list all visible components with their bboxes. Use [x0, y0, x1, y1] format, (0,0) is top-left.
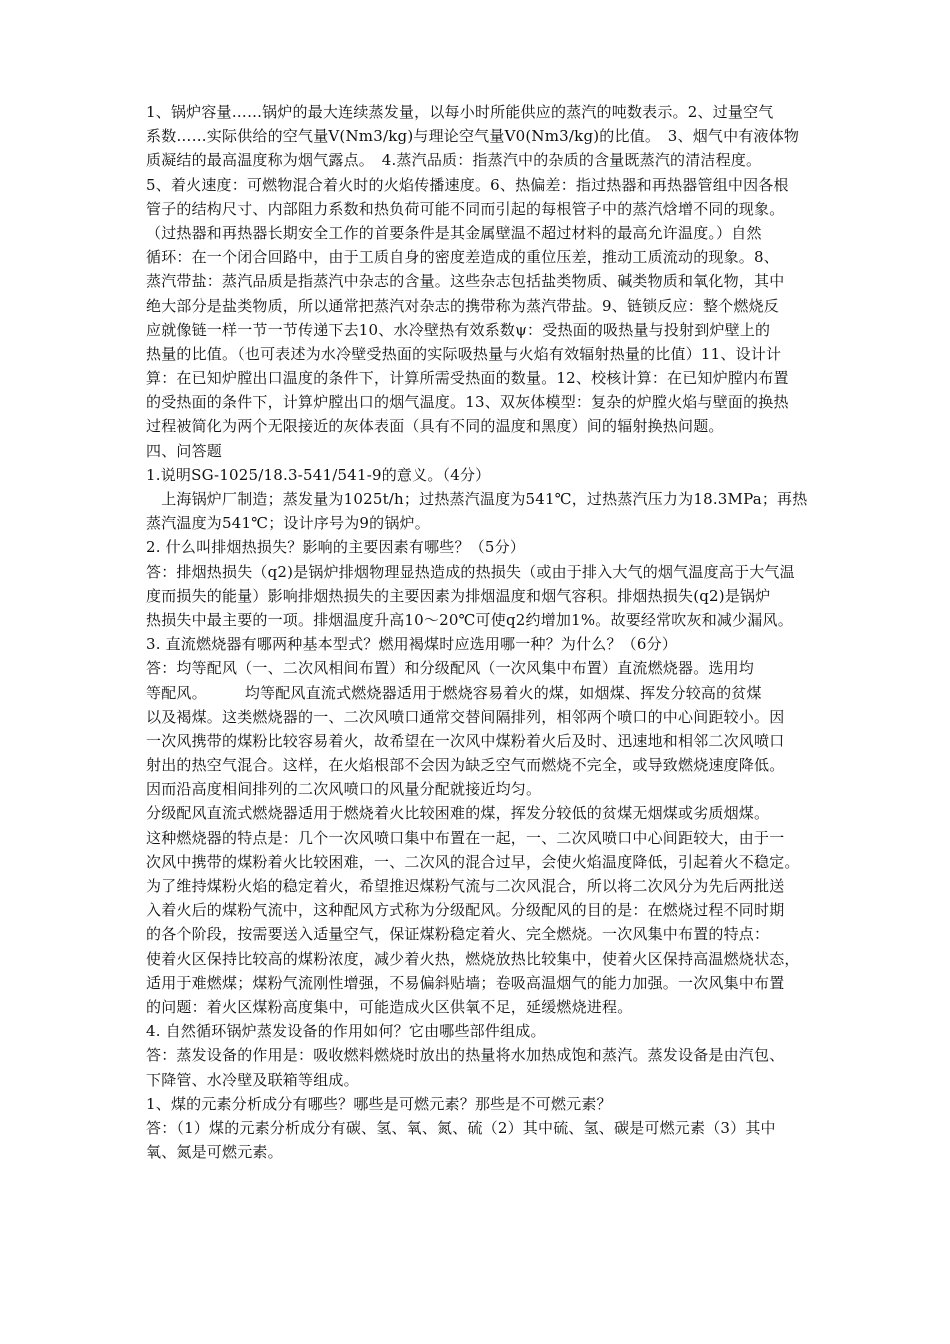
text-line: 入着火后的煤粉气流中，这种配风方式称为分级配风。分级配风的目的是：在燃烧过程不同时期 [146, 901, 785, 920]
text-line: 过程被简化为两个无限接近的灰体表面（具有不同的温度和黑度）间的辐射换热问题。 [146, 417, 724, 436]
text-line: 循环：在一个闭合回路中，由于工质自身的密度差造成的重位压差，推动工质流动的现象。8、 [146, 248, 779, 267]
text-line: 下降管、水冷壁及联箱等组成。 [146, 1070, 359, 1089]
question-heading: 1.说明SG-1025/18.3-541/541-9的意义。（4分） [146, 465, 491, 484]
text-line: 答：排烟热损失（q2)是锅炉排烟物理显热造成的热损失（或由于排入大气的烟气温度高于大气温 [146, 562, 795, 581]
text-line: 绝大部分是盐类物质，所以通常把蒸汽对杂志的携带称为蒸汽带盐。9、链锁反应：整个燃烧反 [146, 296, 779, 315]
text-line: 答：（1）煤的元素分析成分有碳、氢、氧、氮、硫（2）其中硫、氢、碳是可燃元素（3）其中 [146, 1118, 776, 1137]
text-line: 次风中携带的煤粉着火比较困难，一、二次风的混合过早，会使火焰温度降低，引起着火不稳定。 [146, 852, 800, 871]
text-line: 答：均等配风（一、二次风相间布置）和分级配风（一次风集中布置）直流燃烧器。选用均 [146, 659, 755, 678]
text-line: 分级配风直流式燃烧器适用于燃烧着火比较困难的煤，挥发分较低的贫煤无烟煤或劣质烟煤。 [146, 804, 770, 823]
text-line: 氧、氮是可燃元素。 [146, 1143, 283, 1162]
text-line: 一次风携带的煤粉比较容易着火，故希望在一次风中煤粉着火后及时、迅速地和相邻二次风喷口 [146, 731, 785, 750]
text-line: 热损失中最主要的一项。排烟温度升高10～20℃可使q2约增加1%。故要经常吹灰和减少漏风。 [146, 610, 793, 629]
text-line: 为了维持煤粉火焰的稳定着火，希望推迟煤粉气流与二次风混合，所以将二次风分为先后两批送 [146, 877, 785, 895]
text-line: 使着火区保持比较高的煤粉浓度，减少着火热，燃烧放热比较集中，使着火区保持高温燃烧状态， [146, 949, 800, 968]
text-line: 管子的结构尺寸、内部阻力系数和热负荷可能不同而引起的每根管子中的蒸汽焓增不同的现象。 [146, 199, 785, 218]
text-line: 的各个阶段，按需要送入适量空气，保证煤粉稳定着火、完全燃烧。一次风集中布置的特点： [146, 925, 770, 944]
question-heading: 3. 直流燃烧器有哪两种基本型式？燃用褐煤时应选用哪一种？为什么？（6分） [146, 635, 678, 654]
section-heading: 四、问答题 [146, 441, 223, 460]
text-line: 热量的比值。（也可表述为水冷壁受热面的实际吸热量与火焰有效辐射热量的比值）11、设计计 [146, 344, 782, 363]
text-line: 5、着火速度：可燃物混合着火时的火焰传播速度。6、热偏差：指过热器和再热器管组中因各根 [146, 175, 789, 194]
text-line: 答：蒸发设备的作用是：吸收燃料燃烧时放出的热量将水加热成饱和蒸汽。蒸发设备是由汽包、 [146, 1046, 785, 1065]
text-line: 蒸汽温度为541℃；设计序号为9的锅炉。 [146, 514, 430, 533]
text-line: 适用于难燃煤；煤粉气流刚性增强，不易偏斜贴墙；卷吸高温烟气的能力加强。一次风集中布置 [146, 973, 785, 992]
text-line: （过热器和再热器长期安全工作的首要条件是其金属壁温不超过材料的最高允许温度。）自然 [146, 223, 762, 242]
text-line: 质凝结的最高温度称为烟气露点。 4.蒸汽品质：指蒸汽中的杂质的含量既蒸汽的清洁程度。 [146, 151, 762, 170]
text-line: 上海锅炉厂制造；蒸发量为1025t/h；过热蒸汽温度为541℃，过热蒸汽压力为18.3MPa；再热 [146, 490, 808, 508]
question-heading: 2. 什么叫排烟热损失？影响的主要因素有哪些？（5分） [146, 538, 526, 557]
text-line: 算：在已知炉膛出口温度的条件下，计算所需受热面的数量。12、校核计算：在已知炉膛内布置 [146, 369, 789, 388]
text-line: 的问题：着火区煤粉高度集中，可能造成火区供氧不足，延缓燃烧进程。 [146, 997, 633, 1016]
text-line: 应就像链一样一节一节传递下去10、水冷壁热有效系数ψ：受热面的吸热量与投射到炉壁上的 [146, 320, 771, 339]
document-page [146, 100, 858, 1164]
text-line: 度而损失的能量）影响排烟热损失的主要因素为排烟温度和烟气容积。排烟热损失(q2)是锅炉 [146, 586, 771, 605]
text-line: 的受热面的条件下，计算炉膛出口的烟气温度。13、双灰体模型：复杂的炉膛火焰与壁面的换热 [146, 393, 789, 412]
text-line: 这种燃烧器的特点是：几个一次风喷口集中布置在一起，一、二次风喷口中心间距较大，由于一 [146, 828, 785, 847]
text-line: 射出的热空气混合。这样，在火焰根部不会因为缺乏空气而燃烧不完全，或导致燃烧速度降低。 [146, 756, 785, 775]
text-line: 因而沿高度相间排列的二次风喷口的风量分配就接近均匀。 [146, 780, 542, 799]
text-line: 系数……实际供给的空气量V(Nm3/kg)与理论空气量V0(Nm3/kg)的比值。 3、烟气中有液体物 [146, 127, 800, 146]
text-line: 以及褐煤。这类燃烧器的一、二次风喷口通常交替间隔排列，相邻两个喷口的中心间距较小。因 [146, 707, 785, 726]
question-heading: 4. 自然循环锅炉蒸发设备的作用如何？它由哪些部件组成。 [146, 1022, 546, 1041]
question-heading: 1、煤的元素分析成分有哪些？哪些是可燃元素？那些是不可燃元素？ [146, 1094, 612, 1113]
text-line: 1、锅炉容量……锅炉的最大连续蒸发量，以每小时所能供应的蒸汽的吨数表示。2、过量空气 [146, 103, 774, 121]
text-line: 等配风。 均等配风直流式燃烧器适用于燃烧容易着火的煤，如烟煤、挥发分较高的贫煤 [146, 683, 762, 702]
text-line: 蒸汽带盐：蒸汽品质是指蒸汽中杂志的含量。这些杂志包括盐类物质、碱类物质和氧化物，其中 [146, 272, 785, 291]
